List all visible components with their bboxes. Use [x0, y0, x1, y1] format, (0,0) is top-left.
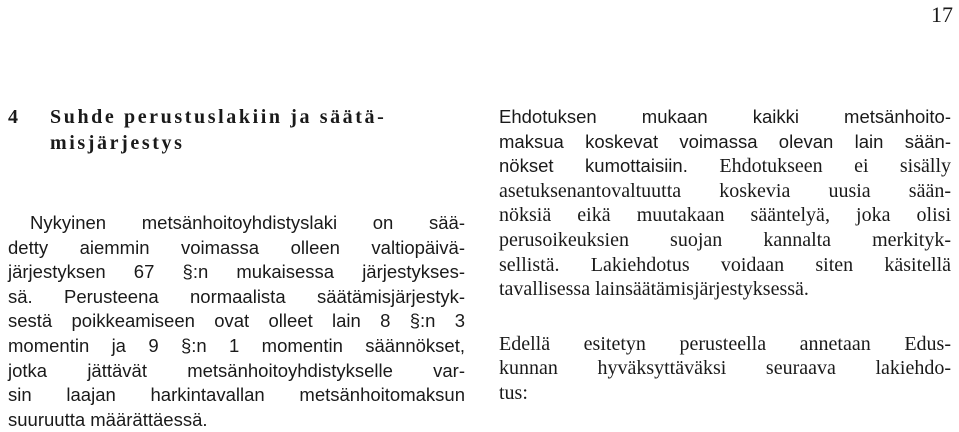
section-heading: [8, 104, 468, 156]
left-col-line: sä. Perusteena normaalista säätämisjärjestyk-: [8, 285, 465, 307]
section-title-line-2: misjärjestys: [50, 132, 185, 154]
left-col-line: detty aiemmin voimassa olleen valtiopäivä-: [8, 236, 465, 258]
right-col-line: nöksiä eikä muutakaan sääntelyä, joka olisi: [499, 204, 951, 227]
left-col-line: Nykyinen metsänhoitoyhdistyslaki on sää-: [30, 212, 465, 233]
right-col-line: Ehdotuksen mukaan kaikki metsänhoito-: [499, 106, 951, 127]
left-col-line: momentin ja 9 §:n 1 momentin säännökset,: [8, 335, 465, 356]
left-col-line: sestä poikkeamiseen ovat olleet lain 8 §:n 3: [8, 310, 465, 332]
left-col-line: sin laajan harkintavallan metsänhoitomaksun: [8, 384, 465, 406]
right-col-line: sellistä. Lakiehdotus voidaan siten käsitellä: [499, 253, 951, 276]
right-col-line: asetuksenantovaltuutta koskevia uusia sään-: [499, 179, 951, 202]
right-col-line: Edellä esitetyn perusteella annetaan Edus-: [499, 332, 951, 355]
right-col-line: tavallisessa lainsäätämisjärjestyksessä.: [499, 278, 809, 301]
right-col-line: perusoikeuksien suojan kannalta merkityk-: [499, 229, 951, 251]
right-col-line: maksua koskevat voimassa olevan lain sään-: [499, 130, 951, 152]
page-number: 17: [931, 2, 953, 27]
right-col-line: nökset kumottaisiin. Ehdotukseen ei sisälly: [499, 155, 951, 178]
section-title-line-1: Suhde perustuslakiin ja säätä-: [50, 106, 387, 128]
left-col-line: suuruutta määrättäessä.: [8, 408, 208, 430]
section-number: 4: [8, 106, 18, 128]
right-col-line: kunnan hyväksyttäväksi seuraava lakiehdo-: [499, 357, 951, 380]
right-col-line: tus:: [499, 382, 528, 404]
left-col-line: jotka jättävät metsänhoitoyhdistykselle var-: [8, 359, 465, 381]
left-col-line: järjestyksen 67 §:n mukaisessa järjestykses-: [8, 261, 465, 283]
